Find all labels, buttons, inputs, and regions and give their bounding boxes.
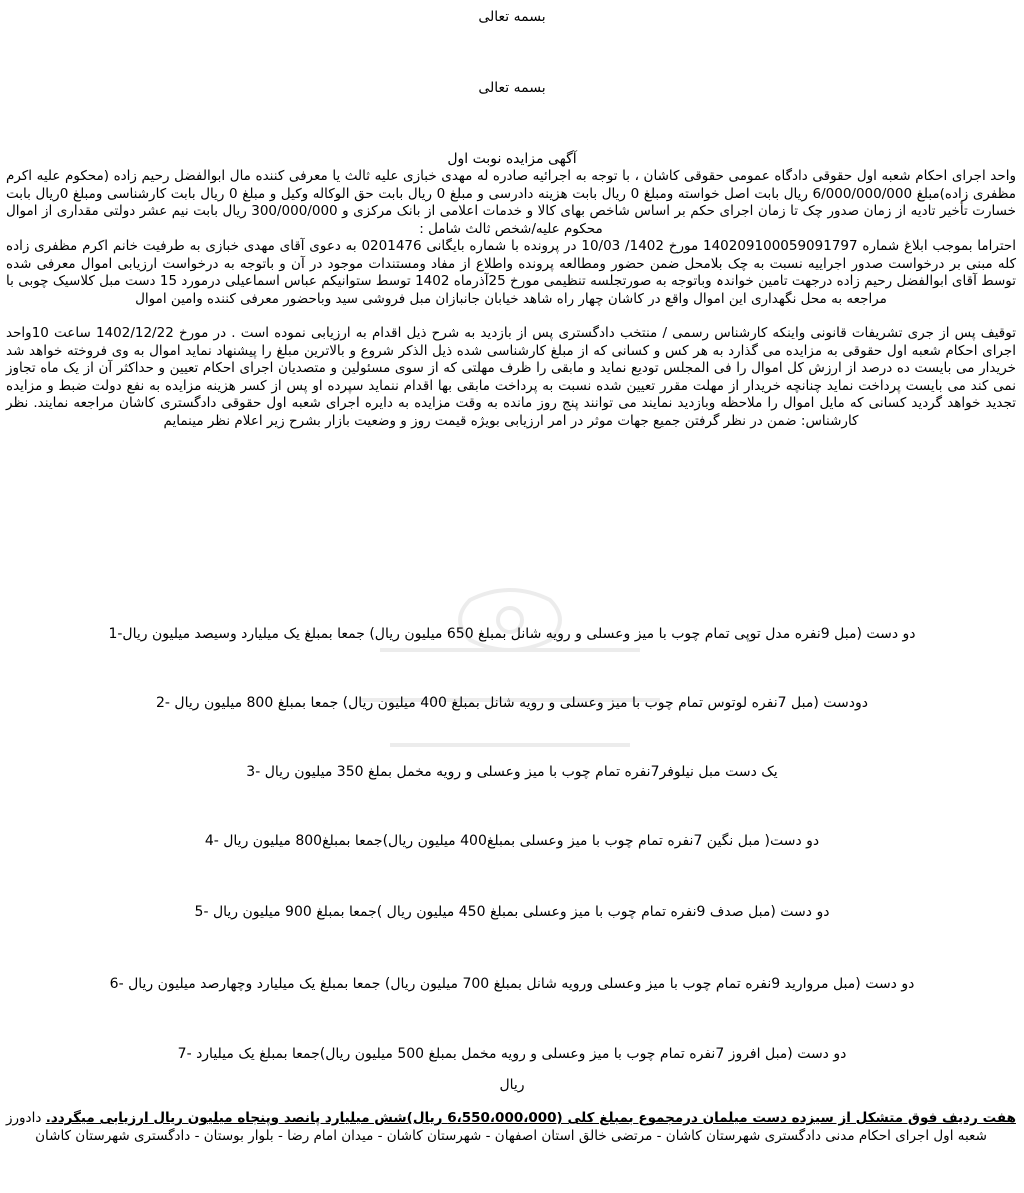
paragraph-auction-terms: توقیف پس از جری تشریفات قانونی واینکه کارشناس رسمی / منتخب دادگستری پس از بازدید به شرح ذیل اقدام به ارزیابی نموده است . در مورخ 1402/12/22 ساعت 10واحد اجرای احکام شعبه اول حقوقی به مزایده می گذارد به هر کس و کسانی که از مبلغ کارشناسی شده ذیل الذکر شروع و بالاترین مبلغ را پیشنهاد نماید اموال به وی فروخته خواهد شد خریدار می بایست ده درصد از ارزش کل اموال را فی المجلس تودیع نماید و مابقی را ظرف مهلتی که از سوی مسئولین و متصدیان اجرای احکام تعیین و حداکثر آن از یک ماه تجاوز نمی کند می بایست پرداخت نماید چنانچه خریدار از مهلت مقرر تعیین شده نسبت به پرداخت مابقی بها اقدام ننماید سپرده او پس از کسر هزینه مزایده به نفع دولت ضبط و مزایده تجدید خواهد گردید کسانی که مایل اموال را ملاحظه وبازدید نمایند می توانند پنج روز مانده به وقت مزایده به دایره اجرای شعبه اول حقوقی دادگستری کاشان مراجعه نمایند. نظر کارشناس: ضمن در نظر گرفتن جمیع جهات موثر در امر ارزیابی بویژه قیمت روز و وضعیت بازار بشرح زیر اعلام نظر مینمایم <box>6 325 1016 429</box>
list-item: دو دست( مبل نگین 7نفره تمام چوب با میز وعسلی بمبلغ400 میلیون ریال)جمعا بمبلغ800 میلیون ریال -4 <box>204 833 820 849</box>
paragraph-claim-details: واحد اجرای احکام شعبه اول حقوقی دادگاه عمومی حقوقی کاشان ، با توجه به اجرائیه صادره له مهدی خبازی علیه ثالث یا معرفی کننده مال ابوالفضل رحیم زاده (محکوم علیه اکرم مظفری زاده)مبلغ 6/000/000/000 ریال بابت اصل خواسته ومبلغ 0 ریال بابت هزینه دادرسی و مبلغ 0 ریال بابت حق الوکاله وکیل و مبلغ 0 ریال بابت کارشناسی ومبلغ 0ریال بابت خسارت تأخیر تادیه از زمان صدور چک تا زمان اجرای حکم بر اساس شاخص بهای کالا و خدمات اعلامی از بانک مرکزی و 300/000/000 ریال بابت نیم عشر دولتی مقداری از اموال محکوم علیه/شخص ثالث شامل : <box>6 168 1017 237</box>
list-item: دو دست (مبل مروارید 9نفره تمام چوب با میز وعسلی ورویه شانل بمبلغ 700 میلیون ریال) جمعا بمبلغ یک میلیارد وچهارصد میلیون ریال -6 <box>109 976 915 992</box>
list-item: یک دست مبل نیلوفر7نفره تمام چوب با میز وعسلی و رویه مخمل بملغ 350 میلیون ریال -3 <box>246 764 778 780</box>
list-item: دودست (مبل 7نفره لوتوس تمام چوب با میز وعسلی و رویه شانل بمبلغ 400 میلیون ریال) جمعا بمبلغ 800 میلیون ریال -2 <box>156 695 868 711</box>
footer-summary <box>6 1110 1016 1145</box>
watermark-logo-icon <box>320 580 700 780</box>
list-item: دو دست (مبل افروز 7نفره تمام چوب با میز وعسلی و رویه مخمل بمبلغ 500 میلیون ریال)جمعا بمبلغ یک میلیارد -7 <box>177 1046 847 1062</box>
notice-title: آگهی مزایده نوبت اول <box>447 151 577 167</box>
basmala-heading-2: بسمه تعالی <box>478 80 546 96</box>
paragraph-order-details: احتراما بموجب ابلاغ شماره 140209100059091797 مورخ 1402/ 10/03 در پرونده با شماره بایگانی 0201476 به دعوی آقای مهدی خبازی به طرفیت خانم اکرم مظفری زاده کله مبنی بر درخواست صدور اجراییه نسبت به چک بلامحل ضمن حضور ومطالعه پرونده واطلاع از مفاد ومستندات موجود در آن و باتوجه به درخواست ارزیابی اموال معرفی شده توسط آقای ابوالفضل رحیم زاده درجهت تامین خواندہ وباتوجه به صورتجلسه تنظیمی مورخ 25آذرماه 1402 توسط ستوانیکم عباس اسماعیلی درمورد 15 دست مبل کلاسیک چوبی با مراجعه به محل نگهداری این اموال واقع در کاشان چهار راه شاهد خیابان جانبازان مبل فروشی سید وباحضور معرفی کننده وامین اموال <box>6 238 1017 307</box>
footer-signature-address: دادورز شعبه اول اجرای احکام مدنی دادگستری شهرستان کاشان - مرتضی خالق استان اصفهان - شهرستان کاشان - میدان امام رضا - بلوار بوستان - دادگستری شهرستان کاشان <box>6 1110 987 1144</box>
list-item-continuation: ریال <box>499 1077 525 1093</box>
footer-total-statement: هفت ردیف فوق متشکل از سیزده دست میلمان درمجموع بمبلغ کلی (6،550،000،000 ریال)شش میلیارد پانصد وپنجاه میلیون ریال ارزیابی میگردد. <box>45 1110 1016 1126</box>
list-item: دو دست (مبل 9نفره مدل توپی تمام چوب با میز وعسلی و رویه شانل بمبلغ 650 میلیون ریال) جمعا بمبلغ یک میلیارد وسیصد میلیون ریال-1 <box>108 626 916 642</box>
basmala-heading-1: بسمه تعالی <box>478 9 546 25</box>
list-item: دو دست (مبل صدف 9نفره تمام چوب با میز وعسلی بمبلغ 450 میلیون ریال )جمعا بمبلغ 900 میلیون ریال -5 <box>194 904 830 920</box>
